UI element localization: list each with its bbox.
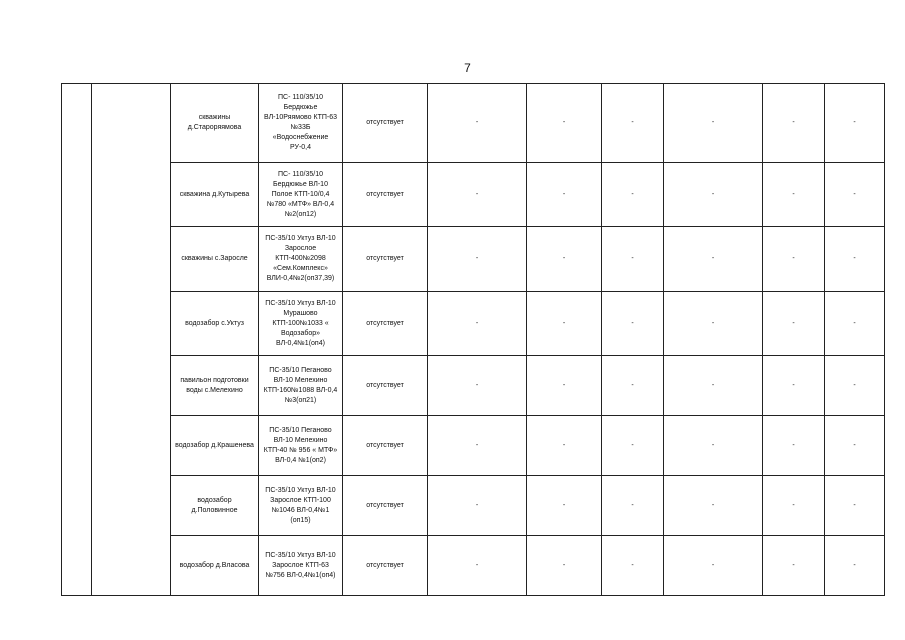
power-source-cell: ПС-35/10 Уктуз ВЛ-10 Зарослое КТП-100 №1046 ВЛ-0,4№1 (оп15) bbox=[259, 476, 343, 536]
value-cell: - bbox=[428, 356, 527, 416]
value-cell: - bbox=[825, 292, 885, 356]
object-cell: павильон подготовки воды с.Мелехино bbox=[171, 356, 259, 416]
status-cell: отсутствует bbox=[343, 84, 428, 163]
status-cell: отсутствует bbox=[343, 227, 428, 292]
object-cell: водозабор д.Крашенева bbox=[171, 416, 259, 476]
object-cell: скважины с.Заросле bbox=[171, 227, 259, 292]
power-source-cell: ПС-35/10 Пеганово ВЛ-10 Мелехино КТП-160№1088 ВЛ-0,4 №3(оп21) bbox=[259, 356, 343, 416]
value-cell: - bbox=[664, 84, 763, 163]
value-cell: - bbox=[825, 227, 885, 292]
value-cell: - bbox=[664, 416, 763, 476]
value-cell: - bbox=[763, 84, 825, 163]
value-cell: - bbox=[428, 416, 527, 476]
object-cell: водозабор д.Половинное bbox=[171, 476, 259, 536]
value-cell: - bbox=[527, 227, 602, 292]
status-cell: отсутствует bbox=[343, 292, 428, 356]
value-cell: - bbox=[602, 416, 664, 476]
value-cell: - bbox=[602, 476, 664, 536]
value-cell: - bbox=[602, 536, 664, 596]
value-cell: - bbox=[527, 84, 602, 163]
value-cell: - bbox=[602, 163, 664, 227]
value-cell: - bbox=[664, 163, 763, 227]
value-cell: - bbox=[428, 163, 527, 227]
table-row bbox=[62, 476, 885, 536]
value-cell: - bbox=[825, 416, 885, 476]
value-cell: - bbox=[527, 416, 602, 476]
water-supply-table bbox=[61, 83, 885, 596]
value-cell: - bbox=[527, 356, 602, 416]
value-cell: - bbox=[763, 292, 825, 356]
value-cell: - bbox=[763, 536, 825, 596]
value-cell: - bbox=[763, 356, 825, 416]
power-source-cell: ПС-35/10 Уктуз ВЛ-10 Зарослое КТП-400№2098 «Сем.Комплекс» ВЛИ-0,4№2(оп37,39) bbox=[259, 227, 343, 292]
table-row bbox=[62, 84, 885, 163]
value-cell: - bbox=[428, 476, 527, 536]
object-cell: водозабор д.Власова bbox=[171, 536, 259, 596]
value-cell: - bbox=[664, 476, 763, 536]
object-cell: водозабор с.Уктуз bbox=[171, 292, 259, 356]
table-row bbox=[62, 227, 885, 292]
value-cell: - bbox=[527, 476, 602, 536]
value-cell: - bbox=[602, 292, 664, 356]
value-cell: - bbox=[602, 84, 664, 163]
value-cell: - bbox=[428, 292, 527, 356]
power-source-cell: ПС-35/10 Уктуз ВЛ-10 Мурашово КТП-100№1033 « Водозабор» ВЛ-0,4№1(оп4) bbox=[259, 292, 343, 356]
page-number: 7 bbox=[464, 61, 471, 75]
value-cell: - bbox=[428, 227, 527, 292]
value-cell: - bbox=[527, 292, 602, 356]
power-source-cell: ПС-35/10 Пеганово ВЛ-10 Мелехино КТП-40 № 956 « МТФ» ВЛ-0,4 №1(оп2) bbox=[259, 416, 343, 476]
object-cell: скважина д.Кутырева bbox=[171, 163, 259, 227]
power-source-cell: ПС- 110/35/10 Бердюжье ВЛ-10Ряямово КТП-63 №33Б «Водоснебжение РУ-0,4 bbox=[259, 84, 343, 163]
table-row bbox=[62, 536, 885, 596]
value-cell: - bbox=[825, 356, 885, 416]
value-cell: - bbox=[664, 356, 763, 416]
value-cell: - bbox=[825, 536, 885, 596]
value-cell: - bbox=[825, 476, 885, 536]
value-cell: - bbox=[664, 227, 763, 292]
power-source-cell: ПС- 110/35/10 Бердюжье ВЛ-10 Полое КТП-10/0,4 №780 «МТФ» ВЛ-0,4 №2(оп12) bbox=[259, 163, 343, 227]
status-cell: отсутствует bbox=[343, 536, 428, 596]
value-cell: - bbox=[763, 163, 825, 227]
settlement-column-cell bbox=[92, 84, 171, 596]
status-cell: отсутствует bbox=[343, 476, 428, 536]
table-row bbox=[62, 356, 885, 416]
value-cell: - bbox=[602, 356, 664, 416]
status-cell: отсутствует bbox=[343, 356, 428, 416]
power-source-cell: ПС-35/10 Уктуз ВЛ-10 Зарослое КТП-63 №756 ВЛ-0,4№1(оп4) bbox=[259, 536, 343, 596]
table-row bbox=[62, 292, 885, 356]
value-cell: - bbox=[825, 84, 885, 163]
value-cell: - bbox=[664, 536, 763, 596]
number-column-cell bbox=[62, 84, 92, 596]
status-cell: отсутствует bbox=[343, 416, 428, 476]
value-cell: - bbox=[763, 416, 825, 476]
value-cell: - bbox=[664, 292, 763, 356]
value-cell: - bbox=[527, 163, 602, 227]
status-cell: отсутствует bbox=[343, 163, 428, 227]
value-cell: - bbox=[763, 227, 825, 292]
value-cell: - bbox=[527, 536, 602, 596]
object-cell: скважины д.Староряямова bbox=[171, 84, 259, 163]
table-row bbox=[62, 416, 885, 476]
value-cell: - bbox=[428, 84, 527, 163]
value-cell: - bbox=[825, 163, 885, 227]
table-row bbox=[62, 163, 885, 227]
value-cell: - bbox=[428, 536, 527, 596]
value-cell: - bbox=[602, 227, 664, 292]
value-cell: - bbox=[763, 476, 825, 536]
